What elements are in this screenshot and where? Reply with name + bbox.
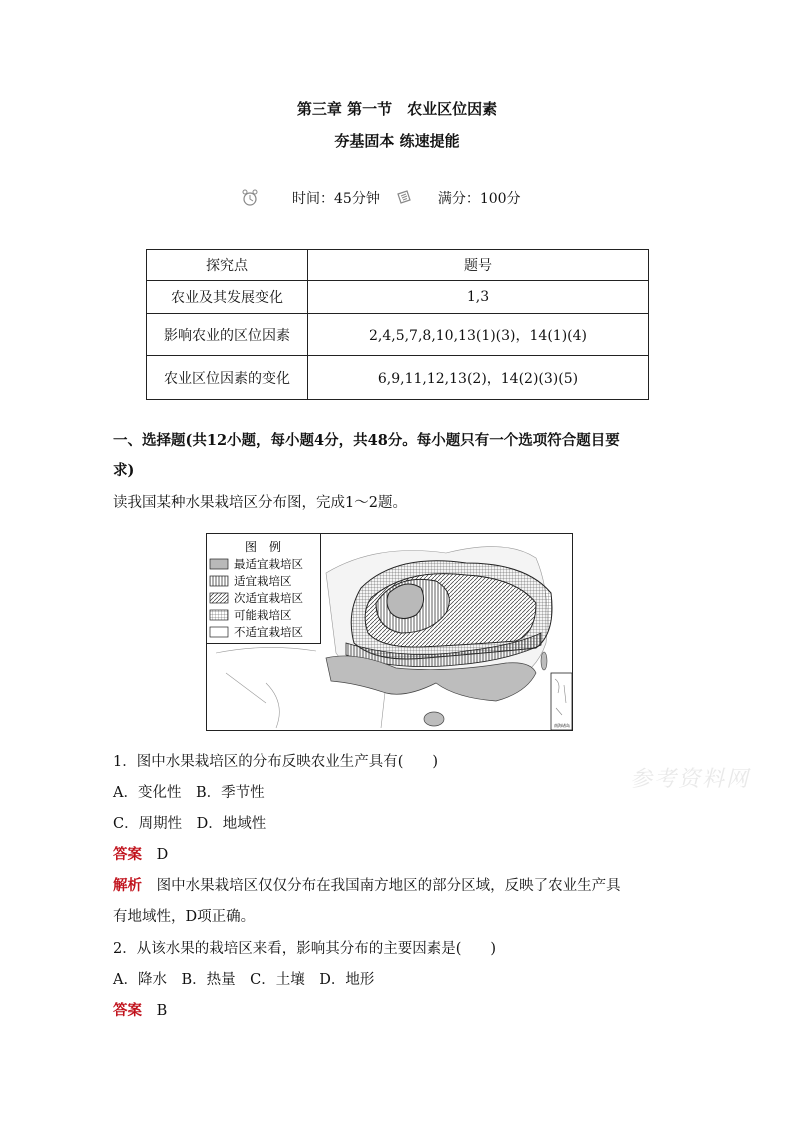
table-header: 题号 [308, 250, 649, 281]
question-1-analysis [113, 876, 621, 896]
table-cell: 2,4,5,7,8,10,13(1)(3)，14(1)(4) [308, 314, 649, 356]
paper-icon [394, 188, 414, 208]
table-header: 探究点 [147, 250, 308, 281]
question-1-stem: 1．图中水果栽培区的分布反映农业生产具有( ) [113, 754, 439, 770]
question-2-stem: 2．从该水果的栽培区来看，影响其分布的主要因素是( ) [113, 941, 497, 957]
table-row [147, 281, 649, 314]
answer-value: D [156, 847, 169, 863]
table-cell: 影响农业的区位因素 [147, 314, 308, 356]
instruction: 读我国某种水果栽培区分布图，完成1～2题。 [113, 495, 407, 511]
legend-item: 不适宜栽培区 [234, 625, 303, 639]
full-score: 满分：100分 [437, 191, 521, 207]
watermark: 参考资料网 [630, 767, 751, 792]
legend-item: 可能栽培区 [234, 608, 292, 622]
legend-item: 次适宜栽培区 [234, 591, 303, 605]
table-header-row [147, 250, 649, 281]
table-row [147, 356, 649, 400]
table-cell: 6,9,11,12,13(2)，14(2)(3)(5) [308, 356, 649, 400]
table-row [147, 314, 649, 356]
question-1-options-a-b: A．变化性 B．季节性 [113, 785, 265, 801]
answer-label: 答案 [113, 846, 142, 863]
page-subtitle: 夯基固本 练速提能 [334, 132, 460, 150]
time-limit: 时间：45分钟 [292, 191, 380, 207]
topic-table [146, 249, 649, 400]
table-cell: 1,3 [308, 281, 649, 314]
legend-title: 图 例 [244, 540, 282, 554]
table-cell: 农业及其发展变化 [147, 281, 308, 314]
table-cell: 农业区位因素的变化 [147, 356, 308, 400]
answer-value: B [156, 1003, 168, 1019]
inset-label: 南海诸岛 [554, 723, 570, 728]
question-2-answer [113, 1001, 167, 1021]
page-title: 第三章 第一节 农业区位因素 [296, 100, 498, 118]
section-heading: 一、选择题(共12小题，每小题4分，共48分。每小题只有一个选项符合题目要 [113, 432, 620, 449]
exam-meta [240, 188, 521, 208]
alarm-clock-icon [240, 188, 260, 208]
fruit-distribution-map [206, 533, 573, 735]
question-1-answer [113, 845, 168, 865]
analysis-label: 解析 [113, 877, 142, 894]
question-1-options-c-d: C．周期性 D．地域性 [113, 816, 267, 832]
section-heading-cont: 求) [113, 462, 135, 479]
analysis-text-cont: 有地域性，D项正确。 [113, 909, 256, 925]
analysis-text: 图中水果栽培区仅仅分布在我国南方地区的部分区域，反映了农业生产具 [156, 878, 621, 894]
legend-item: 最适宜栽培区 [234, 557, 303, 571]
question-2-options: A．降水 B．热量 C．土壤 D．地形 [113, 972, 375, 988]
answer-label: 答案 [113, 1002, 142, 1019]
legend-item: 适宜栽培区 [234, 574, 292, 588]
